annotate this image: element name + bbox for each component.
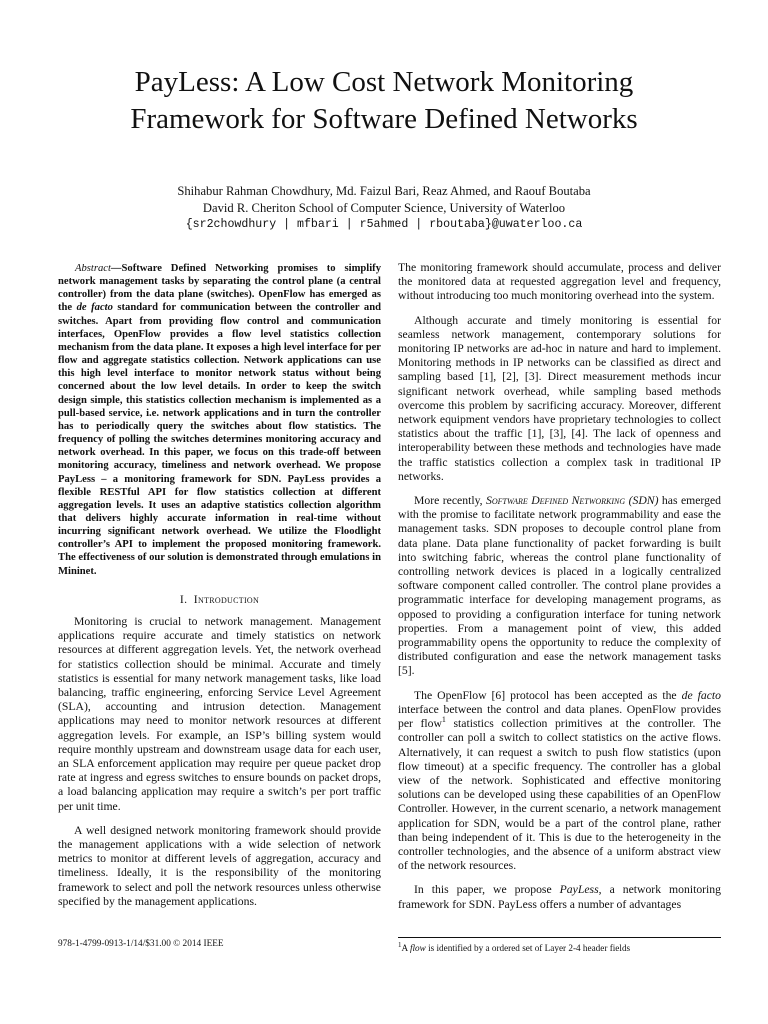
p4-de-facto: de facto	[681, 688, 721, 702]
footnote-text-a: A	[401, 943, 410, 953]
right-paragraph-2: Although accurate and timely monitoring is essential for seamless network management, contemporary solutions for monitoring IP networks are ad-hoc in nature and hard to implement. Monitoring methods in IP networks can be classified as direct and sampling based [1], [2], [3]. Direct measurement methods incur significant network overhead, while sampling based methods overcome this problem by sacrificing accuracy. Moreover, different network equipment vendors have proprietary technologies to collect statistics about the traffic [1], [3], [4]. The lack of openness and interoperability between these methods and technologies have made the traffic statistics collection a complex task in traditional IP networks.	[398, 313, 721, 483]
section-heading-introduction	[58, 593, 381, 607]
right-paragraph-5	[398, 883, 721, 911]
abstract	[58, 262, 381, 578]
footnote-mark: 1	[398, 940, 402, 949]
right-paragraph-3	[398, 494, 721, 679]
title-line-2: Framework for Software Defined Networks	[130, 103, 638, 135]
p5-text-a: In this paper, we propose	[414, 883, 560, 897]
p5-text-b: , a network monitoring framework for SDN. PayLess offers a number of advantages	[398, 883, 721, 911]
intro-paragraph-1: Monitoring is crucial to network management. Management applications require accurate and timely statistics on network resources at different aggregation levels. Yet, the network overhead for statistics collection should be minimal. Accurate and timely statistics is essential for many network management tasks, like load balancing, traffic engineering, enforcing Service Level Agreement (SLA), accounting and intrusion detection. Management applications may need to monitor network resources at different aggregation levels. For example, an ISP’s billing system would require monthly upstream and downstream usage data for each user, an SLA enforcement application may require per queue packet drop rate at ingress and egress switches to ensure bounds on packet drops, a load balancing application may require a switch’s per port traffic per unit time.	[58, 614, 381, 813]
author-list: Shihabur Rahman Chowdhury, Md. Faizul Bari, Reaz Ahmed, and Raouf Boutaba	[177, 184, 591, 198]
abstract-text-a: Software Defined Networking promises to simplify network management tasks by separating the control plane (a central controller) from the data plane (switches). OpenFlow has emerged as the	[58, 263, 381, 314]
author-emails: {sr2chowdhury | mfbari | r5ahmed | rboutaba}@uwaterloo.ca	[185, 218, 583, 231]
p4-text-a: The OpenFlow [6] protocol has been accepted as the	[414, 688, 682, 702]
copyright-notice: 978-1-4799-0913-1/14/$31.00 © 2014 IEEE	[58, 939, 224, 949]
affiliation: David R. Cheriton School of Computer Science, University of Waterloo	[202, 201, 566, 215]
p3-text-b: has emerged with the promise to facilitate network programmability and ease the management tasks. SDN proposes to decouple control plane from data plane. Data plane functionality of packet forwarding is built into switching fabric, whereas the control plane functionality of controlling network devices is placed in a logically centralized software component called controller. The control plane provides a programmatic interface for developing management programs, as opposed to providing a configuration interface for tuning network properties. From a management point of view, this added programmability opens the opportunity to reduce the complexity of distributed configuration and ease the network management tasks [5].	[398, 494, 721, 678]
intro-paragraph-2: A well designed network monitoring framework should provide the management applications with a wide selection of network metrics to monitor at different levels of aggregation, accuracy and timeliness. Ideally, it is the responsibility of the monitoring framework to select and poll the network resources unless otherwise specified by the management applications.	[58, 823, 381, 908]
footnote-text-b: is identified by a ordered set of Layer 2-4 header fields	[425, 943, 631, 953]
p4-text-c: statistics collection primitives at the controller. The controller can poll a switch to collect statistics on the active flows. Alternatively, it can request a switch to push flow statistics (upon flow timeout) at a specific frequency. The controller has a global view of the network. Sophisticated and effective monitoring solutions can be developed using these capabilities of an OpenFlow Controller. However, in the current scenario, a network management application for SDN, would be a part of the control plane, rather than being independent of it. This is due to the heterogeneity in the controller technologies, and the absence of a uniform abstract view of the network resources.	[398, 717, 721, 873]
left-column	[58, 262, 381, 919]
title-line-1: PayLess: A Low Cost Network Monitoring	[134, 66, 634, 98]
p3-text-a: More recently,	[414, 494, 487, 508]
section-number: I.	[179, 592, 188, 606]
footnote-ref[interactable]: 1	[441, 715, 446, 725]
abstract-dash: —	[110, 263, 122, 274]
p3-sdn-term: Software Defined Networking (SDN)	[486, 494, 659, 508]
footnote	[398, 937, 721, 954]
p5-payless: PayLess	[559, 883, 599, 897]
abstract-de-facto: de facto	[76, 302, 113, 314]
right-column	[398, 261, 721, 922]
abstract-label: Abstract	[75, 263, 111, 274]
abstract-text-b: standard for communication between the controller and switches. Apart from providing flow control and communication interfaces, OpenFlow provides a flow level statistics collection mechanism from the data plane. It exposes a high level interface for per flow and aggregate statistics collection. Network applications can use this high level interface to monitor network status without being concerned about the low level details. In order to keep the switch design simple, this statistics collection mechanism is implemented as a pull-based service, i.e. network applications and in turn the controller has to periodically query the switches about flow statistics. The frequency of polling the switches determines monitoring accuracy and network overhead. In this paper, we focus on this trade-off between monitoring accuracy, timeliness and network overhead. We propose PayLess – a monitoring framework for SDN. PayLess provides a flexible RESTful API for flow statistics collection at different aggregation levels. It uses an adaptive statistics collection algorithm that delivers highly accurate information in real-time without incurring significant network overhead. We utilize the Floodlight controller’s API to implement the proposed monitoring framework. The effectiveness of our solution is demonstrated through emulations in Mininet.	[58, 302, 381, 577]
right-paragraph-4	[398, 689, 721, 874]
paper-title	[60, 64, 708, 138]
section-title: Introduction	[193, 592, 260, 606]
p4-text-b: interface between the control and data planes. OpenFlow provides per flow	[398, 702, 721, 731]
right-paragraph-continued: The monitoring framework should accumulate, process and deliver the monitored data at requested aggregation level and frequency, without introducing too much monitoring overhead into the system.	[398, 261, 721, 303]
footnote-flow: flow	[409, 943, 426, 953]
